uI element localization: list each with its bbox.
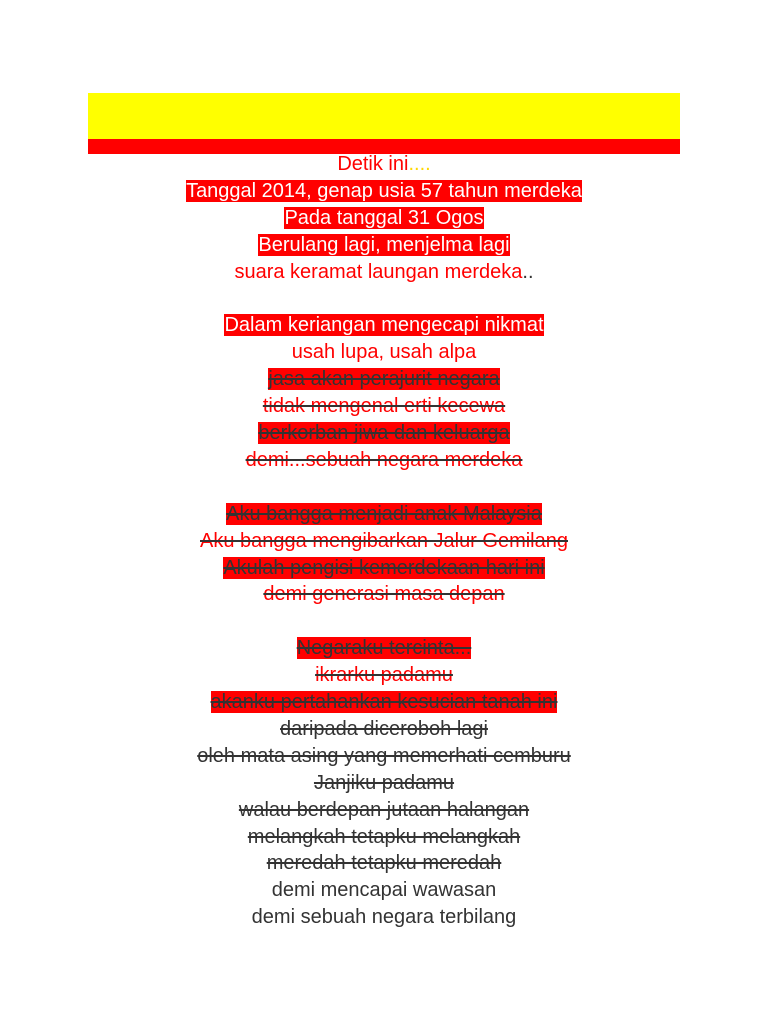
line-text: .... [408,153,431,175]
poem-line [0,824,768,851]
stanza [0,635,768,931]
line-text: Akulah pengisi kemerdekaan hari ini [223,556,545,579]
line-text: Janjiku padamu [313,771,455,794]
line-text: Negaraku tercinta... [296,637,472,660]
line-text: Dalam keriangan mengecapi nikmat [224,314,544,337]
line-text: Tanggal 2014, genap usia 57 tahun merdeka [186,179,582,202]
line-text: oleh mata asing yang memerhati cemburu [197,744,571,767]
poem-line [0,635,768,662]
line-text: demi...sebuah negara merdeka [245,448,523,471]
line-text: jasa akan perajurit negara [268,368,500,391]
poem-line [0,555,768,582]
line-text: demi mencapai wawasan [271,879,497,902]
poem-line [0,877,768,904]
poem-line [0,259,768,286]
line-text: ikrarku padamu [315,664,453,687]
poem-line [0,850,768,877]
poem-line [0,528,768,555]
poem-line [0,662,768,689]
poem-line [0,716,768,743]
line-text: berkorban jiwa dan keluarga [258,422,510,445]
poem-line [0,797,768,824]
poem-line [0,205,768,232]
poem-line [0,366,768,393]
poem-line [0,339,768,366]
poem-line [0,743,768,770]
poem-line [0,232,768,259]
line-text: Detik ini [337,153,409,175]
poem-line [0,581,768,608]
line-text: Berulang lagi, menjelma lagi [258,233,510,256]
line-text: demi generasi masa depan [263,583,505,606]
line-text: Aku bangga mengibarkan Jalur Gemilang [200,529,568,552]
poem-line [0,447,768,474]
poem [0,151,768,958]
poem-line [0,178,768,205]
line-text: melangkah tetapku melangkah [247,825,521,848]
poem-line [0,312,768,339]
poem-line [0,689,768,716]
line-text: akanku pertahankan kesucian tanah ini [210,691,558,714]
stanza [0,151,768,285]
line-text: walau berdepan jutaan halangan [238,798,530,821]
banner-yellow [88,93,680,139]
line-text: .. [522,260,534,283]
line-text: suara keramat laungan merdeka [234,260,523,283]
poem-line [0,151,768,178]
line-text: Aku bangga menjadi anak Malaysia [226,502,542,525]
poem-line [0,501,768,528]
line-text: daripada diceroboh lagi [280,718,488,741]
line-text: tidak mengenal erti kecewa [262,395,506,418]
poem-line [0,904,768,931]
line-text: demi sebuah negara terbilang [251,906,517,929]
stanza [0,312,768,473]
line-text: Pada tanggal 31 Ogos [284,206,484,229]
poem-line [0,420,768,447]
line-text: meredah tetapku meredah [266,852,502,875]
stanza [0,501,768,609]
line-text: usah lupa, usah alpa [291,341,477,364]
poem-line [0,393,768,420]
poem-line [0,770,768,797]
